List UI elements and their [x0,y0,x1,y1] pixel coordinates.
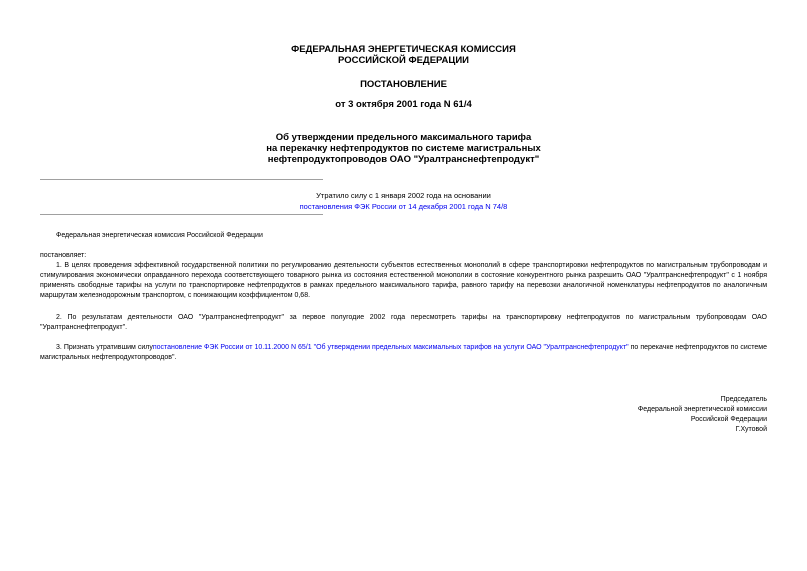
divider-top [40,179,323,180]
signature-block [638,395,767,435]
signature-line-3: Российской Федерации [690,416,767,423]
signature-line-2: Федеральной энергетической комиссии [637,406,767,413]
item-3-link[interactable]: постановление ФЭК России от 10.11.2000 N 65/1 "Об утверждении предельных максимальных тарифов на услуги ОАО "Уралтранснефтепродукт" [152,344,629,351]
subject-line-2: на перекачку нефтепродуктов по системе магистральных [266,143,541,154]
paragraph-item-2: 2. По результатам деятельности ОАО "Уралтранснефтепродукт" за первое полугодие 2002 года пересмотреть тарифы на транспортировку нефтепродуктов по магистральным трубопроводам ОАО "Уралтранснефтепродукт". [40,314,767,331]
signature-line-1: Председатель [720,396,767,403]
item-3-prefix: 3. Признать утратившим силу [56,344,153,351]
resolves-label: постановляет: [40,252,87,259]
status-note [0,190,807,212]
document-date-number: от 3 октября 2001 года N 61/4 [335,99,472,110]
document-subject [0,132,807,165]
signature-line-4: Г.Хутовой [735,426,767,433]
issuing-authority [0,44,807,66]
status-note-text: Утратило силу с 1 января 2002 года на основании [316,191,491,200]
paragraph-item-3 [40,343,767,363]
authority-line-2: РОССИЙСКОЙ ФЕДЕРАЦИИ [337,55,469,66]
item-3-suffix: по перекачке нефтепродуктов по системе магистральных нефтепродуктопроводов". [40,344,767,361]
subject-line-1: Об утверждении предельного максимального тарифа [275,132,532,143]
paragraph-item-1: 1. В целях проведения эффективной государственной политики по регулированию деятельности субъектов естественных монополий в сфере транспортировки нефтепродуктов по магистральным трубопроводам и стимулирования экономически оправданного перехода соответствующего товарного рынка из состояния естественной монополии в состояние конкурентного рынка разрешить ОАО "Уралтранснефтепродукт" с 1 ноября применять свободные тарифы на услуги по транспортировке нефтепродуктов в рамках предельного максимального тарифа, равного тарифу на перевозки аналогичной номенклатуры нефтепродуктов по аналогичным маршрутам железнодорожным транспортом, с понижающим коэффициентом 0,68. [40,262,767,299]
subject-line-3: нефтепродуктопроводов ОАО "Уралтранснефтепродукт" [267,154,540,165]
divider-bottom [40,214,323,215]
authority-line-1: ФЕДЕРАЛЬНАЯ ЭНЕРГЕТИЧЕСКАЯ КОМИССИЯ [291,44,516,55]
status-note-link[interactable]: постановления ФЭК России от 14 декабря 2001 года N 74/8 [299,202,508,211]
document-type: ПОСТАНОВЛЕНИЕ [360,79,447,90]
preamble: Федеральная энергетическая комиссия Российской Федерации [56,232,263,239]
